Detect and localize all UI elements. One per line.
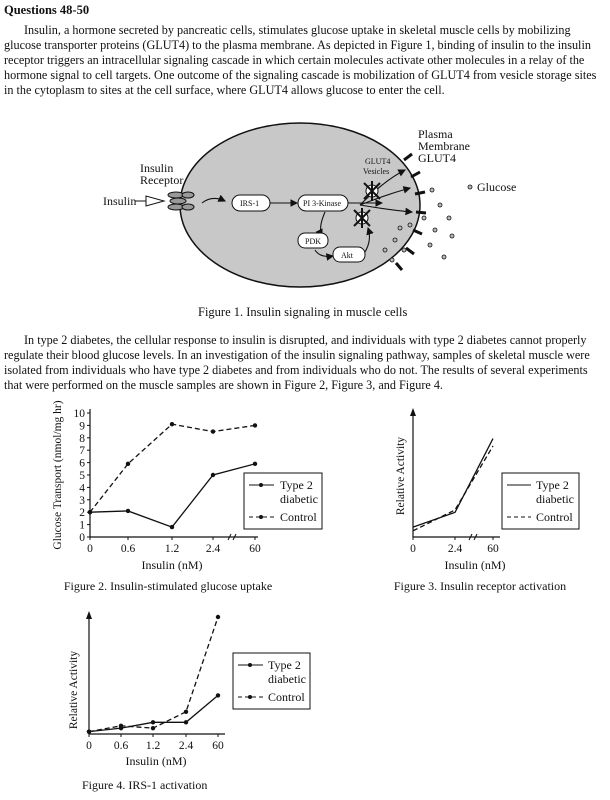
fig2-ytick-label: 2 xyxy=(79,507,85,520)
fig4-legend-type2-1: Type 2 xyxy=(268,658,301,672)
label-insulin-receptor-2: Receptor xyxy=(140,173,184,187)
fig4-point xyxy=(184,720,188,724)
fig3-legend-type2-2: diabetic xyxy=(536,492,574,506)
fig2-ytick-label: 9 xyxy=(79,420,85,433)
fig3-ylabel: Relative Activity xyxy=(395,436,407,516)
fig2-xtick-label: 1.2 xyxy=(164,543,180,555)
fig2-xtick-label: 0.6 xyxy=(120,543,136,555)
fig4-point xyxy=(87,729,91,733)
fig2-ytick-label: 1 xyxy=(79,519,85,532)
label-glut4-vesicles-1: GLUT4 xyxy=(365,157,391,166)
fig2-ytick-label: 4 xyxy=(79,482,85,495)
figure1-caption: Figure 1. Insulin signaling in muscle cells xyxy=(198,305,408,319)
fig3-xlabel: Insulin (nM) xyxy=(444,558,506,572)
fig4-ylabel: Relative Activity xyxy=(68,650,80,730)
label-insulin: Insulin xyxy=(103,194,137,208)
fig4-caption: Figure 4. IRS-1 activation xyxy=(82,778,208,792)
fig2-ytick-label: 10 xyxy=(73,408,85,420)
fig3-legend-control: Control xyxy=(536,510,573,524)
fig4-point xyxy=(151,720,155,724)
label-pdk: PDK xyxy=(305,237,322,246)
fig4-point xyxy=(216,693,220,697)
fig4-series-control xyxy=(89,617,218,732)
fig4-point xyxy=(151,726,155,730)
fig4-legend-control: Control xyxy=(268,690,305,704)
fig4-xtick-label: 1.2 xyxy=(145,740,161,752)
questions-heading: Questions 48-50 xyxy=(4,3,90,17)
fig4-legend-type2-2: diabetic xyxy=(268,672,306,686)
label-glut4-vesicles-2: Vesicles xyxy=(363,167,390,176)
fig3-caption: Figure 3. Insulin receptor activation xyxy=(393,579,567,593)
fig3-xtick-label: 60 xyxy=(487,543,499,555)
fig2-ylabel: Glucose Transport (nmol/mg hr) xyxy=(52,400,64,550)
fig4-xtick-label: 0.6 xyxy=(113,740,129,752)
fig4-point xyxy=(216,615,220,619)
intro-paragraph: Insulin, a hormone secreted by pancreatic cells, stimulates glucose uptake in skeletal muscle cells by mobilizing glucose transporter proteins (GLUT4) to the plasma membrane. As depicted in Figure 1, binding of insulin to the insulin receptor triggers an intracellular signaling cascade in which certain molecules activate other molecules in a relay of the hormone signal to cell targets. One outcome of the signaling cascade is mobilization of GLUT4 from vesicle storage sites in the cytoplasm to sites at the cell surface, where GLUT4 allows glucose to enter the cell. xyxy=(4,23,597,97)
fig2-caption: Figure 2. Insulin-stimulated glucose uptake xyxy=(63,579,273,593)
fig2-legend-control: Control xyxy=(280,510,317,524)
fig4-xlabel: Insulin (nM) xyxy=(125,754,187,768)
fig2-ytick-label: 6 xyxy=(79,457,85,470)
fig2-legend-type2-2: diabetic xyxy=(280,492,318,506)
fig2-xtick-label: 0 xyxy=(87,543,93,555)
fig2-xtick-label: 2.4 xyxy=(205,543,221,555)
label-glucose: Glucose xyxy=(477,180,517,194)
fig2-ytick-label: 0 xyxy=(79,532,85,544)
fig4-point xyxy=(184,710,188,714)
label-irs1: IRS-1 xyxy=(240,199,260,208)
fig3-legend-type2-1: Type 2 xyxy=(536,478,569,492)
label-glut4: GLUT4 xyxy=(418,151,456,165)
label-insulin-receptor-1: Insulin xyxy=(140,161,174,175)
fig4-point xyxy=(119,724,123,728)
label-akt: Akt xyxy=(341,251,353,260)
fig2-xlabel: Insulin (nM) xyxy=(141,558,203,572)
fig3-xtick-label: 0 xyxy=(410,543,416,555)
diabetes-paragraph: In type 2 diabetes, the cellular response to insulin is disrupted, and individuals with type 2 diabetes cannot properly regulate their blood glucose levels. In an investigation of the insulin signaling pathway, samples of skeletal muscle were isolated from individuals who have type 2 diabetes and from individuals who do not. The results of several experiments that were performed on the muscle samples are shown in Figure 2, Figure 3, and Figure 4. xyxy=(4,333,590,392)
fig3-xtick-label: 2.4 xyxy=(447,543,463,555)
label-plasma: Plasma xyxy=(418,127,453,141)
fig2-ytick-label: 5 xyxy=(79,470,85,482)
fig2-xtick-label: 60 xyxy=(249,543,261,555)
fig4-xtick-label: 0 xyxy=(86,740,92,752)
fig4-y-arrow xyxy=(86,611,92,619)
label-membrane: Membrane xyxy=(418,139,470,153)
label-pi3k: PI 3-Kinase xyxy=(303,199,341,208)
fig2-ytick-label: 8 xyxy=(79,432,85,445)
fig4-xtick-label: 60 xyxy=(212,740,224,752)
fig4-legend xyxy=(233,653,310,709)
fig4-xtick-label: 2.4 xyxy=(178,740,194,752)
fig2-ytick-label: 3 xyxy=(79,494,85,507)
fig2-ytick-label: 7 xyxy=(79,445,85,458)
fig2-legend-type2-1: Type 2 xyxy=(280,478,313,492)
